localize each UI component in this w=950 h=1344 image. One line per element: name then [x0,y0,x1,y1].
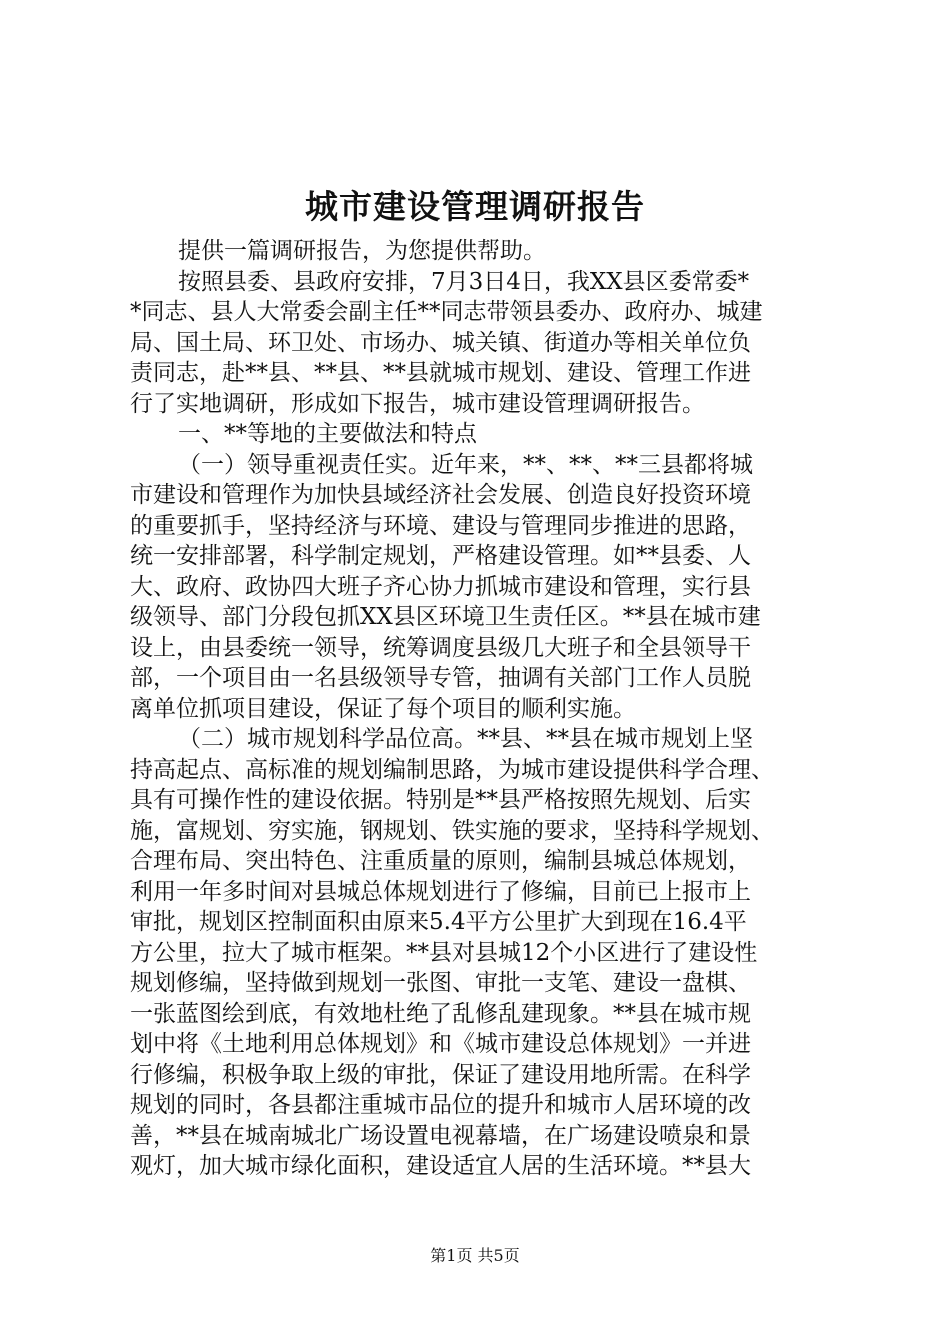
text-line: 行了实地调研，形成如下报告，城市建设管理调研报告。 [130,390,705,417]
text-line: 施，富规划、穷实施，钢规划、铁实施的要求，坚持科学规划、 [130,817,774,844]
text-line: 划中将《土地利用总体规划》和《城市建设总体规划》一并进 [130,1031,751,1057]
text-line: 规划的同时，各县都注重城市品位的提升和城市人居环境的改 [130,1092,751,1118]
document-title: 城市建设管理调研报告 [305,187,645,226]
text-line: 一张蓝图绘到底，有效地杜绝了乱修乱建现象。**县在城市规 [130,1000,751,1027]
text-line: 局、国土局、环卫处、市场办、城关镇、街道办等相关单位负 [130,329,751,356]
text-line: 离单位抓项目建设，保证了每个项目的顺利实施。 [130,695,636,722]
text-line: 合理布局、突出特色、注重质量的原则，编制县城总体规划， [130,848,751,874]
document-body [130,236,830,1182]
text-line: 审批，规划区控制面积由原来5.4平方公里扩大到现在16.4平 [130,909,747,935]
text-line: （二）城市规划科学品位高。**县、**县在城市规划上坚 [178,726,753,752]
text-line: 市建设和管理作为加快县域经济社会发展、创造良好投资环境 [130,482,751,508]
text-line: 统一安排部署，科学制定规划，严格建设管理。如**县委、人 [130,543,751,569]
text-line: 具有可操作性的建设依据。特别是**县严格按照先规划、后实 [130,787,751,813]
text-line: 一、**等地的主要做法和特点 [178,421,477,447]
text-line: 规划修编，坚持做到规划一张图、审批一支笔、建设一盘棋、 [130,970,751,996]
text-line: 善，**县在城南城北广场设置电视幕墙，在广场建设喷泉和景 [130,1122,751,1149]
text-line: 行修编，积极争取上级的审批，保证了建设用地所需。在科学 [130,1061,751,1088]
text-line: 的重要抓手，坚持经济与环境、建设与管理同步推进的思路， [130,512,751,539]
text-line: *同志、县人大常委会副主任**同志带领县委办、政府办、城建 [130,299,763,325]
text-line: 设上，由县委统一领导，统筹调度县级几大班子和全县领导干 [130,634,751,661]
text-line: 方公里，拉大了城市框架。**县对县城12个小区进行了建设性 [130,939,758,966]
text-line: 级领导、部门分段包抓XX县区环境卫生责任区。**县在城市建 [130,604,761,630]
text-line: 大、政府、政协四大班子齐心协力抓城市建设和管理，实行县 [130,573,751,600]
text-line: 持高起点、高标准的规划编制思路，为城市建设提供科学合理、 [130,756,774,783]
text-line: （一）领导重视责任实。近年来，**、**、**三县都将城 [178,451,753,478]
text-line: 责同志，赴**县、**县、**县就城市规划、建设、管理工作进 [130,360,751,386]
text-line: 利用一年多时间对县城总体规划进行了修编，目前已上报市上 [130,878,751,905]
text-line: 观灯，加大城市绿化面积，建设适宜人居的生活环境。**县大 [130,1153,751,1179]
text-line: 部，一个项目由一名县级领导专管，抽调有关部门工作人员脱 [130,665,751,691]
text-line: 按照县委、县政府安排，7月3日4日，我XX县区委常委* [178,268,750,295]
text-line: 提供一篇调研报告，为您提供帮助。 [178,238,546,264]
page-number-footer: 第1页 共5页 [430,1246,520,1265]
